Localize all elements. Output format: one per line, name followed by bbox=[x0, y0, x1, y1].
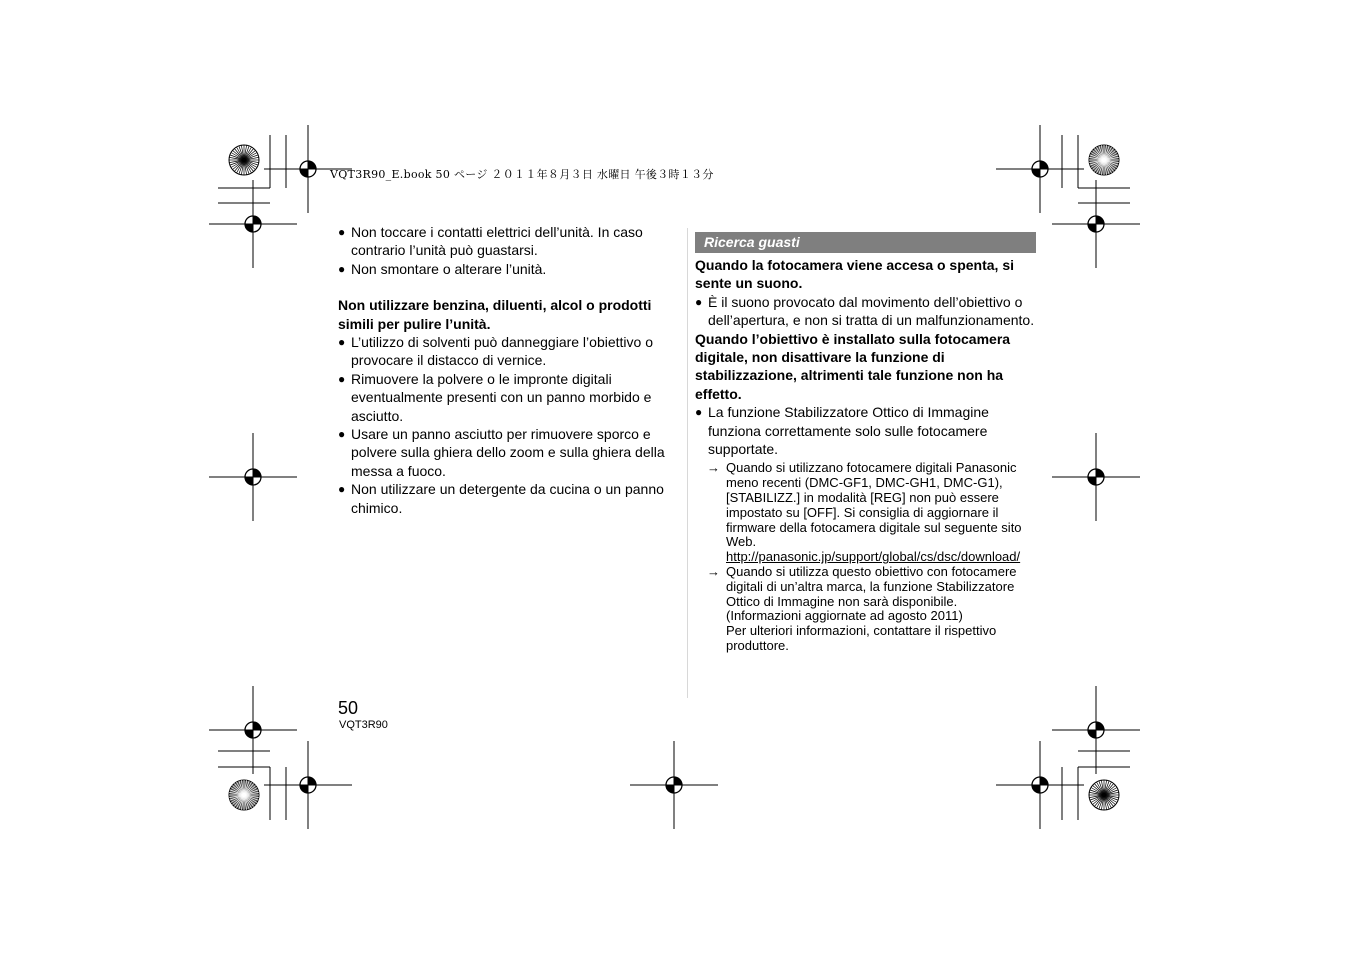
bullet-icon: ● bbox=[338, 371, 346, 386]
registration-cross-icon bbox=[996, 125, 1084, 213]
list-item: ● La funzione Stabilizzatore Ottico di Immagine funziona correttamente solo sulle fotocamere supportate. bbox=[695, 404, 989, 458]
list-item: ● L’utilizzo di solventi può danneggiare l’obiettivo o provocare il distacco di vernice. bbox=[338, 334, 653, 369]
registration-cross-icon bbox=[630, 741, 718, 829]
model-code: VQT3R90 bbox=[339, 719, 388, 731]
registration-cross-icon bbox=[1052, 686, 1140, 774]
bullet-icon: ● bbox=[695, 405, 703, 420]
left-column bbox=[338, 223, 678, 517]
registration-cross-icon bbox=[996, 741, 1084, 829]
column-divider bbox=[687, 228, 688, 698]
registration-cross-icon bbox=[209, 433, 297, 521]
list-item: ● Non utilizzare un detergente da cucina o un panno chimico. bbox=[338, 481, 664, 516]
note-item: → Quando si utilizzano fotocamere digitali Panasonic meno recenti (DMC-GF1, DMC-GH1, DMC-G1), [STABILIZZ.] in modalità [REG] non può essere impostato su [OFF]. Si consiglia di aggiornare il firmware della fotocamera digitale sul seguente sito Web. http://panasonic.jp/support/global/cs/dsc/download/ bbox=[707, 460, 1022, 565]
print-header-line: VQT3R90_E.book 50 ページ ２０１１年８月３日 水曜日 午後３時１３分 bbox=[330, 168, 714, 181]
registration-cross-icon bbox=[264, 741, 352, 829]
list-item: ● È il suono provocato dal movimento dell’obiettivo o dell’apertura, e non si tratta di un malfunzionamento. bbox=[695, 293, 1035, 329]
registration-star-icon bbox=[229, 145, 259, 175]
arrow-icon: → bbox=[707, 460, 720, 476]
registration-cross-icon bbox=[209, 686, 297, 774]
question-heading: Quando l’obiettivo è installato sulla fotocamera digitale, non disattivare la funzione di stabilizzazione, altrimenti tale funzione non ha effetto. bbox=[695, 330, 1011, 402]
right-column bbox=[695, 256, 1036, 654]
list-item: ● Usare un panno asciutto per rimuovere sporco e polvere sulla ghiera dello zoom e sulla ghiera della messa a fuoco. bbox=[338, 426, 665, 479]
bullet-icon: ● bbox=[338, 225, 346, 239]
bullet-icon: ● bbox=[695, 294, 703, 309]
list-item: ● Non toccare i contatti elettrici dell’unità. In caso contrario l’unità può guastarsi. bbox=[338, 224, 643, 259]
list-item: ● Non smontare o alterare l’unità. bbox=[338, 260, 547, 277]
registration-star-icon bbox=[229, 780, 259, 810]
registration-cross-icon bbox=[1052, 180, 1140, 268]
bullet-icon: ● bbox=[338, 261, 346, 276]
bullet-icon: ● bbox=[338, 335, 346, 350]
registration-star-icon bbox=[1089, 145, 1119, 175]
bullet-icon: ● bbox=[338, 482, 346, 497]
registration-cross-icon bbox=[1052, 433, 1140, 521]
arrow-icon: → bbox=[707, 564, 720, 580]
list-item: ● Rimuovere la polvere o le impronte digitali eventualmente presenti con un panno morbido e asciutto. bbox=[338, 370, 652, 424]
section-title: Ricerca guasti bbox=[695, 232, 1036, 253]
registration-star-icon bbox=[1089, 780, 1119, 810]
bullet-icon: ● bbox=[338, 427, 346, 442]
question-heading: Quando la fotocamera viene accesa o spenta, si sente un suono. bbox=[695, 257, 1015, 292]
cleaning-heading: Non utilizzare benzina, diluenti, alcol o prodotti simili per pulire l’unità. bbox=[338, 297, 652, 332]
support-link[interactable]: http://panasonic.jp/support/global/cs/dsc/download/ bbox=[726, 549, 1021, 565]
note-item: → Quando si utilizza questo obiettivo con fotocamere digitali di un’altra marca, la funzione Stabilizzatore Ottico di Immagine non sarà disponibile. (Informazioni aggiornate ad agosto 2011) Per ulteriori informazioni, contattare il rispettivo produttore. bbox=[707, 564, 1017, 654]
registration-cross-icon bbox=[209, 180, 297, 268]
page-number: 50 bbox=[338, 698, 359, 718]
